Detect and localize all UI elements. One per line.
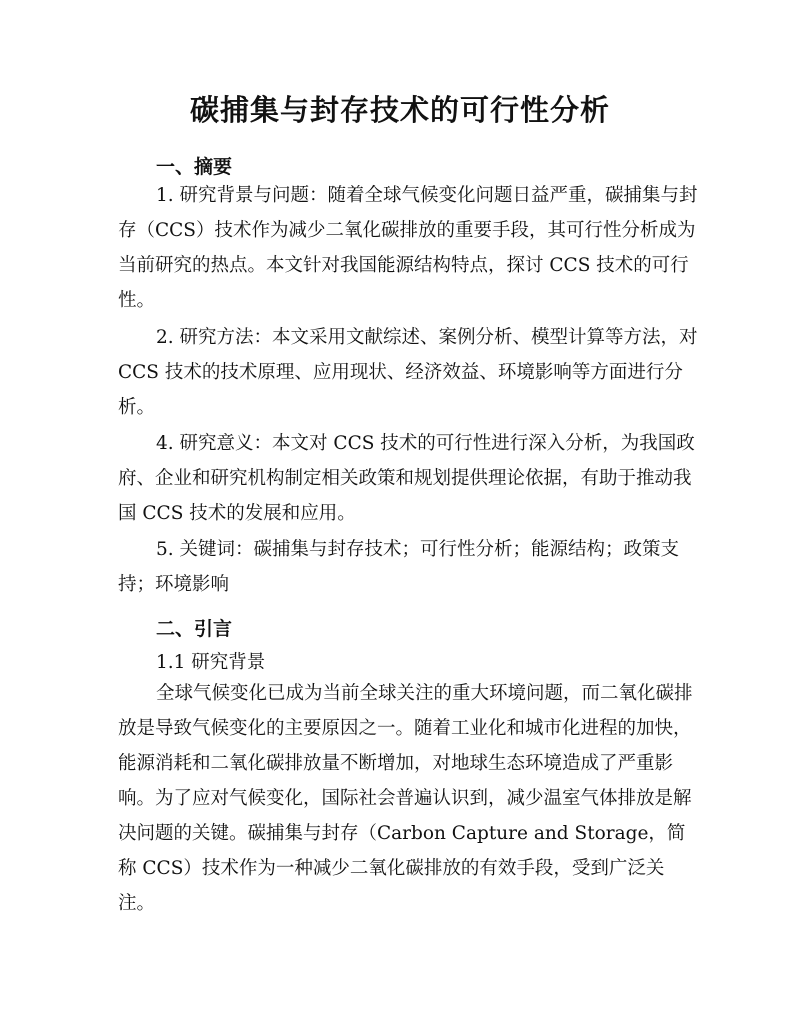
paragraph-text: 全球气候变化已成为当前全球关注的重大环境问题，而二氧化碳排放是导致气候变化的主要原因之一。随着工业化和城市化进程的加快，能源消耗和二氧化碳排放量不断增加，对地球生态环境造成了严重影响。为了应对气候变化，国际社会普遍认识到，减少温室气体排放是解决问题的关键。碳捕集与封存（Carbon Capture and Storage，简称 CCS）技术作为一种减少二氧化碳排放的有效手段，受到广泛关注。 xyxy=(118,683,693,914)
abstract-paragraph-4 xyxy=(118,532,698,602)
paragraph-text: 5. 关键词：碳捕集与封存技术；可行性分析；能源结构；政策支持；环境影响 xyxy=(118,539,680,595)
abstract-paragraph-3 xyxy=(118,426,698,531)
section-heading-abstract: 一、摘要 xyxy=(156,156,233,178)
paragraph-text: 2. 研究方法：本文采用文献综述、案例分析、模型计算等方法，对 CCS 技术的技术原理、应用现状、经济效益、环境影响等方面进行分析。 xyxy=(118,327,698,418)
paragraph-text: 1. 研究背景与问题：随着全球气候变化问题日益严重，碳捕集与封存（CCS）技术作为减少二氧化碳排放的重要手段，其可行性分析成为当前研究的热点。本文针对我国能源结构特点，探讨 CCS 技术的可行性。 xyxy=(118,185,698,311)
abstract-paragraph-1 xyxy=(118,178,698,318)
abstract-paragraph-2 xyxy=(118,320,698,425)
document-title: 碳捕集与封存技术的可行性分析 xyxy=(189,93,610,127)
subsection-heading-background: 1.1 研究背景 xyxy=(156,652,266,673)
section-heading-introduction: 二、引言 xyxy=(156,618,233,640)
background-paragraph xyxy=(118,676,698,921)
paragraph-text: 4. 研究意义：本文对 CCS 技术的可行性进行深入分析，为我国政府、企业和研究机构制定相关政策和规划提供理论依据，有助于推动我国 CCS 技术的发展和应用。 xyxy=(118,433,695,524)
